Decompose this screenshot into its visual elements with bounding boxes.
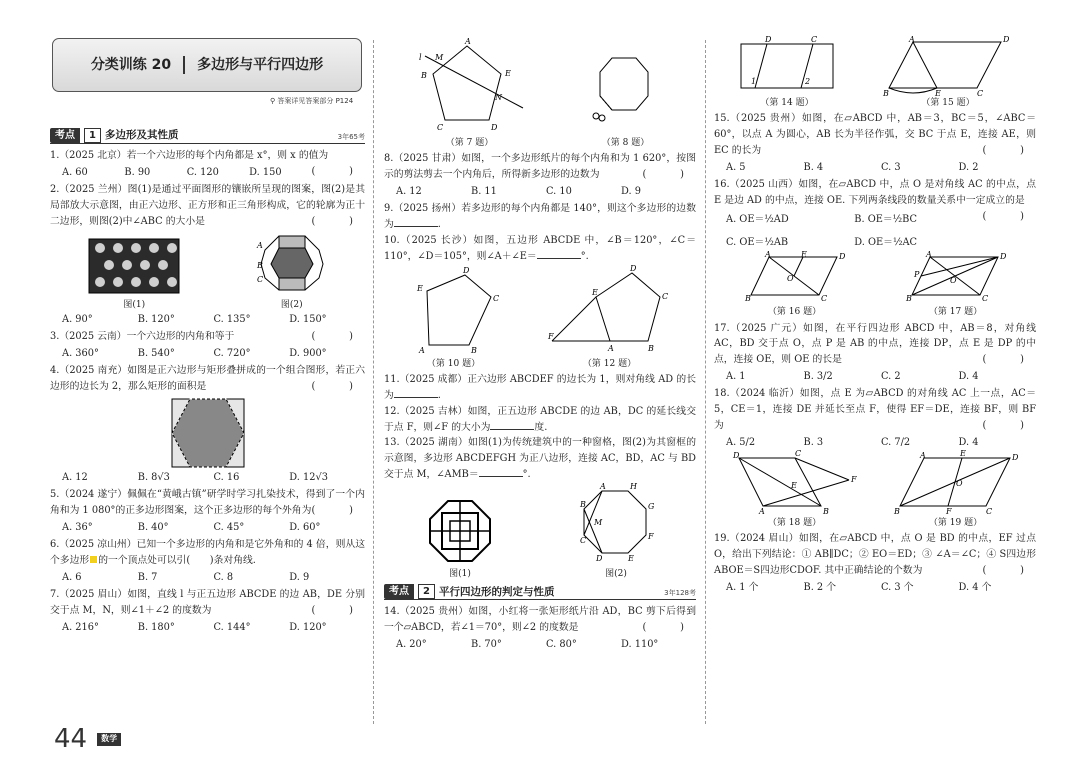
- svg-text:A: A: [925, 250, 932, 260]
- svg-text:1: 1: [751, 77, 757, 86]
- svg-text:B: B: [905, 294, 912, 304]
- figure-caption: （第 15 题）: [921, 98, 975, 109]
- question-tail: °.: [522, 469, 531, 481]
- answer-reference: ⚲ 答案详见答案部分 P124: [270, 97, 354, 105]
- figure-row: [714, 36, 1036, 109]
- column-2: [384, 34, 696, 734]
- question-11: [384, 372, 696, 404]
- svg-text:E: E: [591, 287, 598, 297]
- question-tail: 度.: [534, 421, 548, 433]
- figure-q7: [415, 36, 525, 149]
- option: B. 70°: [471, 638, 502, 650]
- answer-paren: ( ): [311, 215, 365, 227]
- option: A. 90°: [62, 313, 93, 325]
- figure-q2-2: [257, 232, 327, 311]
- svg-text:D: D: [462, 265, 469, 275]
- svg-text:C: C: [794, 449, 801, 459]
- option: A. 12: [396, 186, 422, 197]
- svg-text:B: B: [744, 294, 751, 304]
- option: B. 7: [137, 571, 158, 583]
- option: A. 60: [62, 166, 88, 178]
- section-header: [50, 128, 365, 144]
- question-text: 1.（2025 北京）若一个六边形的每个内角都是 x°，则 x 的值为: [50, 150, 329, 161]
- svg-text:B: B: [420, 71, 427, 80]
- svg-text:D: D: [1011, 453, 1018, 463]
- option: B. 90: [124, 166, 151, 178]
- option: B. OE＝½BC: [854, 213, 918, 225]
- svg-text:M: M: [594, 517, 603, 527]
- svg-text:E: E: [800, 250, 807, 260]
- options: [726, 370, 1036, 383]
- question-tail: .: [437, 219, 441, 231]
- rectangle-cut-figure: [737, 36, 837, 92]
- option: D. 4: [958, 436, 979, 448]
- question-7: [50, 587, 365, 619]
- figure-caption: （第 7 题）: [445, 138, 494, 149]
- option: A. 36°: [62, 521, 93, 533]
- svg-text:E: E: [935, 89, 941, 98]
- option: C. 3 个: [881, 581, 914, 593]
- question-text: 19.（2024 眉山）如图，在▱ABCD 中，点 O 是 BD 的中点，EF 过点 O，给出下列结论：① AB∥DC；② EO＝ED；③ ∠A＝∠C；④ S四边形ABOE＝S四边形CDOF. 其中正确结论的个数为: [714, 533, 1036, 577]
- options: [726, 436, 1036, 449]
- options: [62, 521, 365, 534]
- question-text: 12.（2025 吉林）如图，正五边形 ABCDE 的边 AB，DC 的延长线交于点 F，则∠F 的大小为: [384, 405, 696, 433]
- svg-text:G: G: [648, 501, 655, 511]
- question-text: 4.（2025 南充）如图是正六边形与矩形叠拼成的一个组合图形，若正六边形的边长为 2，那么矩形的面积是: [50, 365, 365, 393]
- pentagon-extension-figure: [547, 263, 672, 353]
- column-divider: [373, 40, 374, 724]
- option: C. 3: [881, 161, 901, 173]
- figure-q15: [883, 36, 1013, 109]
- figure-q2-1: [88, 238, 180, 311]
- options: [62, 471, 365, 484]
- question-text: 7.（2025 眉山）如图，直线 l 与正五边形 ABCDE 的边 AB，DE 分别交于点 M，N，则∠1＋∠2 的度数为: [50, 589, 365, 616]
- tiling-pattern-figure: [88, 238, 180, 294]
- option: D. OE＝½AC: [854, 237, 918, 249]
- svg-text:C: C: [985, 507, 992, 517]
- figure-row: [50, 232, 365, 311]
- options: [62, 347, 365, 360]
- svg-text:A: A: [758, 507, 765, 517]
- figure-q13-2: [580, 481, 655, 580]
- question-14: [384, 604, 696, 636]
- svg-text:B: B: [893, 507, 900, 517]
- answer-blank[interactable]: [394, 397, 438, 398]
- svg-text:D: D: [765, 35, 772, 44]
- svg-text:A: A: [909, 35, 915, 44]
- question-text: 14.（2025 贵州）如图，小红将一张矩形纸片沿 AD，BC 剪下后得到一个▱ABCD，若∠1＝70°，则∠2 的度数是: [384, 606, 696, 634]
- answer-paren: ( ): [311, 604, 365, 616]
- banner-prefix: 分类训练 20: [90, 56, 172, 73]
- svg-text:A: A: [464, 37, 471, 46]
- option: D. 4: [958, 371, 979, 383]
- svg-text:D: D: [596, 553, 603, 563]
- subject-badge: 数学: [97, 733, 121, 746]
- section-banner: [52, 38, 362, 92]
- option: D. 9: [289, 571, 310, 583]
- option: B. 3: [803, 436, 824, 448]
- svg-text:A: A: [607, 343, 614, 353]
- svg-text:O: O: [955, 479, 963, 489]
- svg-text:C: C: [580, 535, 587, 545]
- answer-blank[interactable]: [537, 258, 581, 259]
- options: [62, 621, 365, 634]
- option: C. 80°: [546, 638, 577, 650]
- figure-caption: 图(1): [123, 299, 146, 310]
- svg-text:C: C: [820, 294, 827, 304]
- banner-divider: [183, 56, 185, 74]
- option: B. 8√3: [137, 471, 170, 483]
- svg-text:E: E: [416, 283, 423, 293]
- svg-text:C: C: [436, 123, 443, 132]
- answer-paren: ( ): [642, 169, 696, 181]
- question-text: 9.（2025 扬州）若多边形的每个内角都是 140°，则这个多边形的边数为: [384, 203, 696, 231]
- svg-text:C: C: [256, 274, 263, 284]
- option: C. 2: [881, 371, 901, 383]
- section-header: [384, 584, 696, 600]
- svg-text:D: D: [999, 252, 1006, 262]
- question-10: [384, 233, 696, 265]
- question-text: 10.（2025 长沙）如图，五边形 ABCDE 中，∠B＝120°，∠C＝110°，∠D＝105°，则∠A＋∠E＝: [384, 234, 696, 262]
- answer-paren: ( ): [311, 505, 365, 517]
- question-text: 2.（2025 兰州）图(1)是通过平面图形的镶嵌所呈现的图案，图(2)是其局部放大示意图，由正六边形、正方形和正三角形构成，它的轮廓为正十二边形，则图(2)中∠ABC 的大小是: [50, 184, 365, 227]
- option: B. 40°: [137, 521, 169, 533]
- option: A. 216°: [62, 621, 99, 633]
- option: C. 144°: [213, 621, 251, 633]
- figure-caption: （第 8 题）: [601, 138, 650, 149]
- svg-text:A: A: [418, 345, 425, 355]
- question-text: 15.（2025 贵州）如图，在▱ABCD 中，AB＝3，BC＝5，∠ABC＝60°，以点 A 为圆心，AB 长为半径作弧，交 BC 于点 E，连接 AE，则 EC 的长为: [714, 113, 1036, 156]
- question-text: 的一个顶点处可以引( )条对角线.: [98, 554, 256, 566]
- svg-text:D: D: [1003, 35, 1010, 44]
- question-17: [714, 321, 1036, 369]
- option: D. 900°: [289, 348, 327, 360]
- question-8: [384, 151, 696, 183]
- option: D. 9: [621, 186, 641, 197]
- parallelogram-arc-figure: [883, 35, 1013, 98]
- question-5: [50, 487, 365, 519]
- section-number: 1: [84, 128, 101, 144]
- figure-q16: [744, 250, 845, 318]
- question-text: 3.（2025 云南）一个六边形的内角和等于: [50, 331, 235, 343]
- options: [726, 161, 1036, 174]
- svg-text:D: D: [838, 252, 845, 262]
- option: A. 360°: [62, 348, 99, 360]
- option: D. 150°: [289, 313, 327, 325]
- svg-text:E: E: [628, 553, 634, 563]
- figure-caption: 图(2): [605, 569, 627, 580]
- svg-text:A: A: [256, 240, 263, 250]
- option: C. 120: [186, 166, 219, 178]
- svg-text:C: C: [981, 294, 988, 304]
- svg-text:E: E: [959, 449, 966, 459]
- section-years: 3年65考: [337, 132, 365, 141]
- section-tag: 考点: [384, 584, 414, 600]
- figure-row: [714, 250, 1036, 318]
- option: A. 1 个: [726, 581, 759, 593]
- answer-paren: ( ): [311, 381, 365, 393]
- option: B. 2 个: [803, 581, 837, 593]
- option: B. 120°: [137, 313, 175, 325]
- svg-text:E: E: [790, 481, 797, 491]
- question-tail: °.: [580, 250, 589, 262]
- svg-text:C: C: [811, 35, 818, 44]
- question-text: 6.（2025 凉山州）已知一个多边形的内角和是它外角和的 4 倍，则从这个多边形: [50, 539, 365, 566]
- question-text: 5.（2024 遂宁）佩佩在“黄峨古镇”研学时学习扎染技术，得到了一个内角和为 1 080°的正多边形图案，这个正多边形的每个外角为: [50, 489, 365, 517]
- question-text: 13.（2025 湖南）如图(1)为传统建筑中的一种窗格，图(2)为其窗框的示意图，多边形 ABCDEFGH 为正八边形，连接 AC，BD，AC 与 BD 交于点 M，∠AMB＝: [384, 437, 696, 481]
- option: C. 7/2: [881, 436, 911, 448]
- svg-text:B: B: [256, 260, 263, 270]
- parallelogram-midpoint-figure: [744, 250, 845, 304]
- svg-text:P: P: [913, 270, 919, 280]
- column-divider: [705, 40, 706, 724]
- question-text: 17.（2025 广元）如图，在平行四边形 ABCD 中，AB＝8，对角线 AC，BD 交于点 O，点 P 是 AB 的中点，连接 DP，点 E 是 DP 的中点，连接 OE，则 OE 的长是: [714, 322, 1036, 366]
- pentagon-figure: [409, 267, 499, 353]
- parallelogram-diagonal-figure: [905, 250, 1006, 304]
- figure-row: [384, 263, 696, 370]
- figure-caption: （第 10 题）: [426, 358, 481, 369]
- section-title: 多边形及其性质: [104, 129, 179, 142]
- section-tag: 考点: [50, 128, 80, 144]
- svg-text:A: A: [764, 250, 771, 260]
- polygon-cut-figure: [586, 52, 666, 132]
- figure-caption: （第 14 题）: [760, 98, 814, 109]
- option: A. 1: [726, 371, 746, 383]
- svg-text:F: F: [945, 507, 952, 517]
- figure-caption: （第 16 题）: [767, 307, 822, 318]
- options: [62, 571, 365, 584]
- answer-paren: ( ): [311, 331, 365, 343]
- question-text: 16.（2025 山西）如图，在▱ABCD 中，点 O 是对角线 AC 的中点，点 E 是边 AD 的中点，连接 OE. 下列两条线段的数量关系中一定成立的是: [714, 179, 1036, 206]
- option: B. 3/2: [803, 371, 833, 383]
- svg-text:A: A: [600, 481, 606, 491]
- question-9: [384, 201, 696, 233]
- svg-text:l: l: [418, 53, 422, 62]
- svg-text:A: A: [919, 451, 926, 461]
- option: C. 720°: [213, 348, 251, 360]
- option: B. 4: [803, 161, 824, 173]
- figure-q19: [893, 449, 1018, 529]
- question-19: [714, 531, 1036, 579]
- option: B. 180°: [137, 621, 175, 633]
- parallelogram-transversal-figure: [893, 449, 1018, 517]
- question-6: [50, 537, 365, 569]
- svg-text:B: B: [883, 89, 889, 98]
- figure-q17: [905, 250, 1006, 318]
- option: A. 5/2: [726, 436, 756, 448]
- question-15: [714, 111, 1036, 159]
- figure-row: [384, 481, 696, 580]
- svg-text:B: B: [580, 499, 586, 509]
- figure-row: [714, 449, 1036, 529]
- figure-q18: [732, 449, 857, 529]
- option: C. 45°: [213, 521, 245, 533]
- parallelogram-extension-figure: [732, 449, 857, 517]
- pentagon-line-figure: [415, 36, 525, 132]
- svg-text:B: B: [470, 345, 477, 355]
- answer-paren: ( ): [982, 354, 1036, 366]
- column-3: [714, 34, 1036, 734]
- svg-text:B: B: [822, 507, 829, 517]
- option: C. 8: [213, 571, 234, 583]
- option: A. 12: [62, 471, 88, 483]
- svg-text:C: C: [492, 293, 499, 303]
- figure-q13-1: [428, 499, 492, 580]
- option: D. 60°: [289, 521, 321, 533]
- svg-text:H: H: [630, 481, 637, 491]
- page-footer: [54, 722, 121, 757]
- svg-text:D: D: [629, 263, 636, 273]
- options: [62, 313, 365, 326]
- question-text: 11.（2025 成都）正六边形 ABCDEF 的边长为 1，则对角线 AD 的长为: [384, 373, 696, 401]
- option: B. 540°: [137, 348, 175, 360]
- figure-caption: 图(1): [449, 569, 471, 580]
- option: D. 12√3: [289, 471, 328, 483]
- figure-q10: [409, 267, 499, 370]
- options: [726, 213, 983, 249]
- dodecagon-figure: [257, 232, 327, 294]
- question-text: 18.（2024 临沂）如图，点 E 为▱ABCD 的对角线 AC 上一点，AC＝5，CE＝1，连接 DE 并延长至点 F，使得 EF＝DE，连接 BF，则 BF 为: [714, 388, 1036, 432]
- octagon-figure: [580, 481, 655, 563]
- answer-paren: ( ): [982, 565, 1036, 577]
- answer-paren: ( ): [642, 622, 696, 634]
- figure-caption: （第 18 题）: [767, 518, 822, 529]
- svg-text:D: D: [490, 123, 497, 132]
- option: C. 135°: [213, 313, 251, 325]
- option: C. OE＝½AB: [726, 237, 789, 249]
- section-years: 3年128考: [664, 588, 696, 597]
- figure-q14: [737, 36, 837, 109]
- svg-text:F: F: [648, 531, 654, 541]
- figure-caption: （第 12 题）: [582, 358, 637, 369]
- figure-caption: （第 19 题）: [928, 518, 983, 529]
- svg-text:F: F: [547, 331, 554, 341]
- question-13: [384, 435, 696, 483]
- question-4: [50, 363, 365, 395]
- column-1: [50, 124, 365, 734]
- figure-q12: [547, 263, 672, 370]
- answer-reference-text: 答案详见答案部分 P124: [277, 97, 354, 105]
- svg-text:M: M: [434, 53, 443, 62]
- figure-caption: （第 17 题）: [928, 307, 983, 318]
- highlight-marker: [90, 556, 97, 563]
- answer-blank[interactable]: [490, 429, 534, 430]
- option: D. 150: [249, 166, 282, 178]
- svg-text:F: F: [850, 475, 857, 485]
- question-text: 8.（2025 甘肃）如图，一个多边形纸片的每个内角和为 1 620°，按图示的剪法剪去一个内角后，所得新多边形的边数为: [384, 153, 696, 181]
- option: B. 11: [471, 186, 497, 197]
- option: D. 2: [958, 161, 979, 173]
- figure-caption: 图(2): [280, 299, 303, 310]
- hexagon-rectangle-figure: [166, 397, 250, 469]
- options: [62, 166, 312, 179]
- section-title: 平行四边形的判定与性质: [438, 585, 555, 598]
- answer-blank[interactable]: [479, 476, 523, 477]
- svg-text:N: N: [494, 93, 502, 102]
- svg-text:2: 2: [805, 77, 811, 86]
- option: D. 120°: [289, 621, 327, 633]
- option: A. OE＝½AD: [726, 213, 789, 225]
- option: C. 16: [213, 471, 240, 483]
- answer-blank[interactable]: [394, 226, 438, 227]
- options: [726, 581, 1036, 594]
- svg-text:E: E: [504, 69, 511, 78]
- page-number: 44: [54, 724, 88, 754]
- answer-paren: ( ): [982, 420, 1036, 432]
- svg-text:O: O: [949, 276, 957, 286]
- svg-text:D: D: [732, 451, 739, 461]
- window-lattice-figure: [428, 499, 492, 563]
- answer-paren: ( ): [311, 165, 365, 177]
- option: A. 5: [726, 161, 746, 173]
- figure-row: [50, 397, 365, 469]
- svg-text:O: O: [786, 274, 794, 284]
- answer-paren: ( ): [982, 145, 1036, 156]
- option: A. 6: [62, 571, 82, 583]
- figure-q8: [586, 52, 666, 149]
- option: D. 110°: [621, 638, 659, 650]
- question-18: [714, 386, 1036, 434]
- question-tail: .: [437, 389, 441, 401]
- answer-paren: ( ): [982, 210, 1036, 222]
- svg-text:C: C: [977, 89, 984, 98]
- section-number: 2: [418, 584, 435, 600]
- option: D. 4 个: [958, 581, 992, 593]
- option: A. 20°: [396, 638, 427, 650]
- figure-row: [384, 36, 696, 149]
- svg-text:C: C: [661, 291, 668, 301]
- question-12: [384, 404, 696, 436]
- option: C. 10: [546, 186, 572, 197]
- options: [396, 185, 696, 198]
- banner-title: 多边形与平行四边形: [197, 56, 324, 73]
- question-3: [50, 329, 365, 345]
- options: [396, 638, 696, 651]
- question-2: [50, 182, 365, 230]
- svg-text:B: B: [647, 343, 654, 353]
